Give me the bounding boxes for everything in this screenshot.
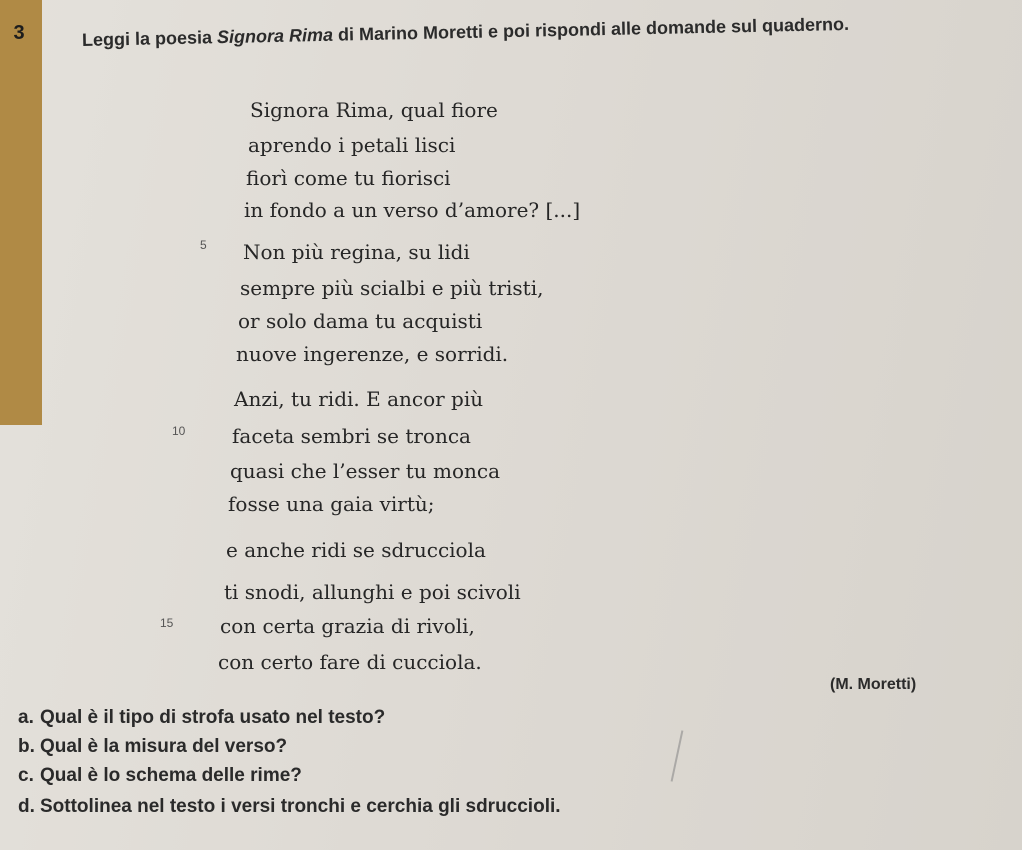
poem-verse: fosse una gaia virtù; [228, 492, 435, 516]
question-item [18, 765, 302, 787]
question-item [18, 707, 385, 729]
poem-verse: Anzi, tu ridi. E ancor più [234, 387, 484, 411]
question-letter: c. [18, 765, 34, 786]
poem-verse: Non più regina, su lidi [243, 240, 470, 264]
question-letter: a. [18, 707, 34, 728]
poem-verse: e anche ridi se sdrucciola [226, 538, 486, 562]
poem-author: (M. Moretti) [830, 676, 917, 693]
poem-verse: nuove ingerenze, e sorridi. [236, 342, 509, 366]
poem-verse: Signora Rima, qual fiore [250, 98, 498, 122]
exercise-number: 3 [13, 22, 25, 44]
line-number: 5 [200, 238, 207, 252]
line-number: 10 [172, 424, 186, 438]
question-item [18, 796, 561, 818]
question-text: Qual è la misura del verso? [40, 736, 288, 757]
poem-verse: fiorì come tu fiorisci [246, 166, 451, 190]
poem-title: Signora Rima [216, 24, 334, 48]
question-text: Qual è lo schema delle rime? [40, 765, 302, 786]
question-letter: b. [18, 736, 35, 757]
instruction-before-title: Leggi la poesia [81, 27, 218, 50]
poem-verse: or solo dama tu acquisti [238, 309, 483, 333]
question-text: Sottolinea nel testo i versi tronchi e cerchia gli sdruccioli. [40, 796, 561, 817]
poem-verse: con certo fare di cucciola. [218, 650, 482, 674]
question-letter: d. [18, 796, 35, 817]
line-number: 15 [160, 616, 174, 630]
poem-verse: con certa grazia di rivoli, [220, 614, 475, 638]
poem-verse: in fondo a un verso d’amore? [...] [244, 198, 581, 222]
poem-verse: quasi che l’esser tu monca [230, 459, 501, 483]
poem-verse: aprendo i petali lisci [248, 133, 456, 157]
poem-verse: ti snodi, allunghi e poi scivoli [224, 580, 521, 604]
instruction-after-title: di Marino Moretti e poi rispondi alle domande sul quaderno. [332, 13, 850, 45]
question-item [18, 736, 287, 758]
poem-verse: sempre più scialbi e più tristi, [240, 276, 544, 300]
question-text: Qual è il tipo di strofa usato nel testo? [40, 707, 386, 728]
poem-verse: faceta sembri se tronca [232, 424, 471, 448]
